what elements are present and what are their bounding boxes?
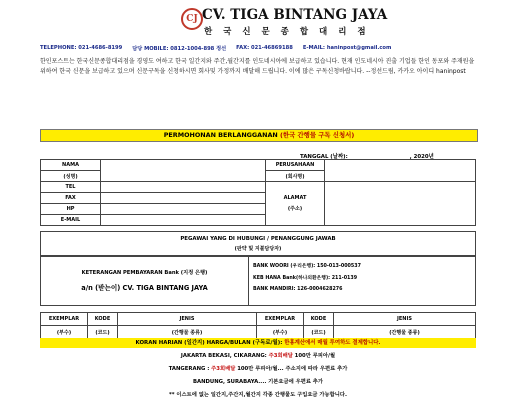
fax: FAX: 021-46869188 [236,45,293,51]
perusahaan-label: PERUSAHAAN [266,160,325,171]
kode-header: KODE [304,313,334,326]
hp-field[interactable] [101,204,266,215]
email-label: E-MAIL [41,215,101,226]
payment-label: KETERANGAN PEMBAYARAN Bank (지정 은행) [81,270,208,276]
payment-section [40,256,476,306]
price-bandung: BANDUNG, SURABAYA.... 기본요금에 우편료 추가 [192,379,324,385]
company-logo: CJ [181,8,203,30]
payment-info [41,257,249,305]
order-table [40,312,476,339]
exemplar-kr-header: (부수) [257,326,304,339]
exemplar-header: EXEMPLAR [41,313,88,326]
tel-field[interactable] [101,182,266,193]
hp-label: HP [41,204,101,215]
price-jakarta-amount: 100만 루피아/월 [294,353,336,359]
price-tangerang-amount: 100만 루피아/월... 주소지에 따라 우편료 추가 [237,366,348,372]
mobile: 담당 MOBILE: 0812-1004-898 정선 [132,46,227,52]
nama-field[interactable] [101,160,266,182]
price-jakarta-freq: 주3회배달 [268,353,293,359]
pegawai-label: PEGAWAI YANG DI HUBUNGI / PENANGGUNG JAWAB [180,236,336,242]
nama-kr-label: (성명) [41,171,101,182]
email-field[interactable] [101,215,266,226]
form-title-id: PERMOHONAN BERLANGGANAN [163,131,278,139]
alamat-label-kr: (주소) [287,206,303,212]
customer-info-table [40,159,476,226]
jenis-header: JENIS [118,313,257,326]
perusahaan-field[interactable] [325,160,476,182]
company-name: CV. TIGA BINTANG JAYA [202,7,388,23]
year-label: , 2020년 [409,154,434,160]
nama-label: NAMA [41,160,101,171]
email: E-MAIL: haninpost@gmail.com [302,45,392,51]
price-jakarta [40,351,476,359]
kode-header: KODE [88,313,118,326]
price-tangerang-label: TANGERANG : [168,366,210,372]
price-tangerang-freq: 주3회배달 [211,366,236,372]
jenis-kr-header: (간행물 종류) [118,326,257,339]
jenis-header: JENIS [334,313,476,326]
exemplar-header: EXEMPLAR [257,313,304,326]
alamat-label [266,182,325,226]
exemplar-kr-header: (부수) [41,326,88,339]
price-tangerang [40,364,476,372]
contact-person-section[interactable] [40,231,476,256]
bank-woori: BANK WOORI (우리은행): 150-013-000537 [253,264,361,269]
price-note: ** 이스트에 없는 일간지,주간지,월간지 각종 간행물도 구입요금 가능합니다. [169,392,347,398]
koran-note: 한홍계산에서 매월 투여하도 결제합니다. [284,340,381,346]
alamat-field[interactable] [325,182,476,226]
form-title [40,129,478,142]
fax-field[interactable] [101,193,266,204]
company-name-korean: 한 국 신 문 종 합 대 리 점 [204,27,370,37]
fax-label: FAX [41,193,101,204]
form-title-kr: (한국 간행물 구독 신청서) [280,131,355,139]
pegawai-kr-label: (판약 및 지불담당자) [234,246,282,252]
koran-price-banner [40,338,476,348]
bank-keb-hana: KEB HANA Bank(하나외환은행): 211-0139 [253,275,358,281]
jenis-kr-header: (간행물 종류) [334,326,476,339]
perusahaan-kr-label: (회사명) [266,171,325,182]
bank-mandiri: BANK MANDIRI: 126-0004628276 [253,287,343,292]
telephone: TELEPHONE: 021-4686-8199 [40,45,123,51]
alamat-label-id: ALAMAT [283,195,307,201]
intro-paragraph: 한인포스트는 한국신문종합대리점을 경영도 여하고 한국 일간지와 주간,월간지를 인도네시아에 보급하고 있습니다. 현재 인도네시아 진출 기업들 한인 동포와 주재원을 위하여 한국 신문을 보급하고 있으며 신문구독을 신청하시면 회사및 가정까지 배달해 드립니다. 이에 많은 구독신청바랍니다. --정선드림, 카카오 아이디 haninpost [40,58,475,75]
price-jakarta-label: JAKARTA BEKASI, CIKARANG: [180,353,267,359]
payee-name: a/n (받는이) CV. TIGA BINTANG JAYA [81,284,208,292]
kode-kr-header: (코드) [88,326,118,339]
bank-list [253,261,361,296]
kode-kr-header: (코드) [304,326,334,339]
tel-label: TEL [41,182,101,193]
tanggal-label: TANGGAL (날짜): [300,154,348,160]
contact-line [40,45,480,52]
koran-label: KORAN HARIAN (일간지) HARGA/BULAN (구독료/월): [135,340,283,346]
